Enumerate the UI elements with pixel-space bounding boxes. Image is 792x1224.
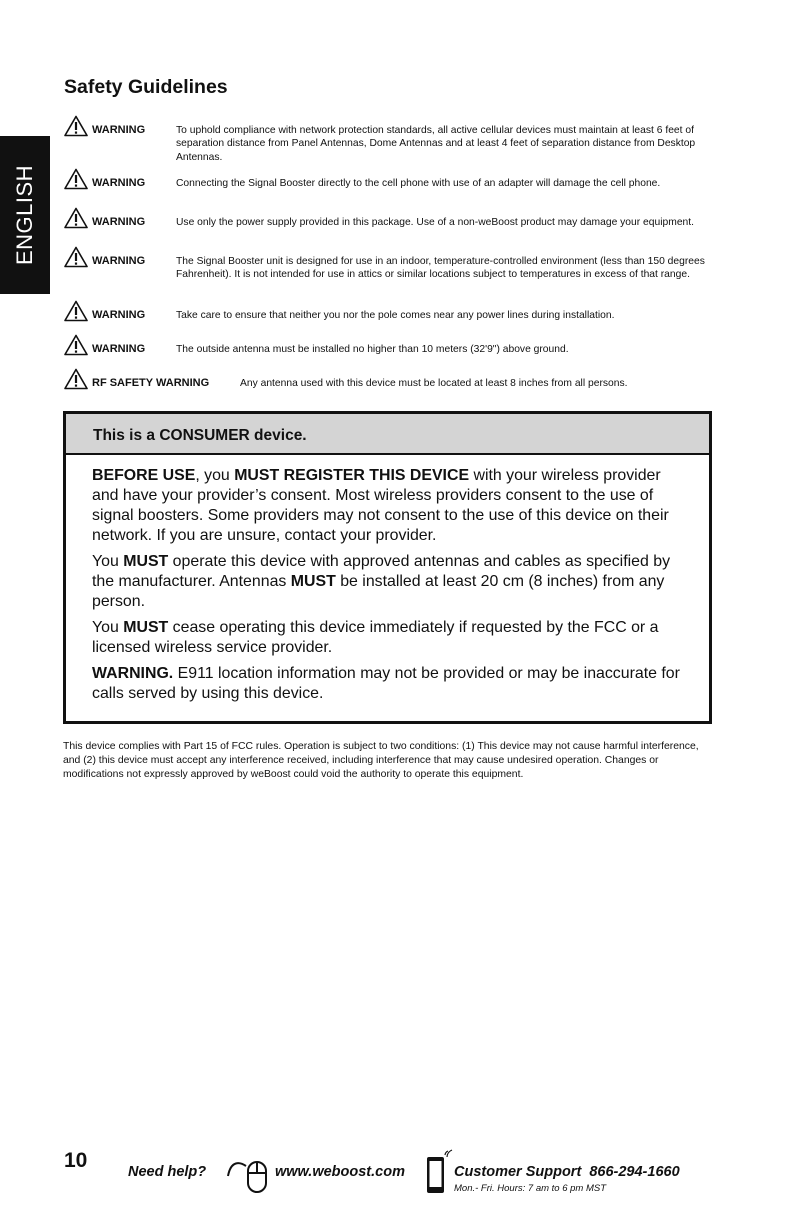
support-label: Customer Support bbox=[454, 1164, 582, 1180]
warning-text: Any antenna used with this device must be located at least 8 inches from all persons. bbox=[240, 378, 628, 389]
warning-triangle-icon bbox=[64, 300, 88, 322]
warning-item bbox=[64, 248, 714, 302]
website-link[interactable]: www.weboost.com bbox=[275, 1164, 405, 1180]
warning-label: WARNING bbox=[92, 124, 146, 136]
warning-label: WARNING bbox=[92, 177, 146, 189]
warning-label: WARNING bbox=[92, 255, 146, 267]
support-hours: Mon.- Fri. Hours: 7 am to 6 pm MST bbox=[454, 1183, 607, 1194]
warning-triangle-icon bbox=[64, 368, 88, 390]
consumer-device-box bbox=[63, 411, 712, 724]
warning-triangle-icon bbox=[64, 115, 88, 137]
rf-warning-item bbox=[64, 370, 714, 400]
warning-text: The Signal Booster unit is designed for use in an indoor, temperature-controlled environment (less than 150 degrees Fahrenheit). It is not intended for use in attics or similar locations subject to temperatures in excess of that range. bbox=[176, 256, 705, 281]
warning-item bbox=[64, 170, 714, 209]
warning-text: Connecting the Signal Booster directly to the cell phone with use of an adapter will damage the cell phone. bbox=[176, 178, 661, 189]
antenna-paragraph: You MUST operate this device with approved antennas and cables as specified by the manufacturer. Antennas MUST be installed at least 20 cm (8 inches) from any person. bbox=[92, 553, 671, 610]
warning-item bbox=[64, 117, 714, 170]
warning-label: WARNING bbox=[92, 216, 146, 228]
cease-paragraph: You MUST cease operating this device immediately if requested by the FCC or a licensed wireless service provider. bbox=[92, 619, 659, 656]
warning-item bbox=[64, 209, 714, 248]
warning-triangle-icon bbox=[64, 246, 88, 268]
fcc-notice: This device complies with Part 15 of FCC rules. Operation is subject to two conditions: (1) This device may not cause harmful interference, and (2) this device must accept any interference received, including interference that may cause undesired operation. Changes or modifications not expressly approved by weBoost could void the authority to operate this equipment. bbox=[63, 741, 699, 780]
warning-label: WARNING bbox=[92, 309, 146, 321]
consumer-box-body bbox=[66, 455, 709, 704]
page-title: Safety Guidelines bbox=[64, 76, 228, 98]
e911-paragraph: WARNING. E911 location information may not be provided or may be inaccurate for calls served by using this device. bbox=[92, 665, 680, 702]
page-number: 10 bbox=[64, 1149, 88, 1172]
mobile-phone-icon bbox=[424, 1149, 454, 1195]
warning-triangle-icon bbox=[64, 207, 88, 229]
warning-text: Use only the power supply provided in this package. Use of a non-weBoost product may damage your equipment. bbox=[176, 217, 694, 228]
warning-item bbox=[64, 336, 714, 370]
support-phone[interactable]: 866-294-1660 bbox=[589, 1164, 680, 1180]
warning-item bbox=[64, 302, 714, 336]
customer-support bbox=[454, 1164, 680, 1180]
warning-label: RF SAFETY WARNING bbox=[92, 377, 210, 389]
warning-triangle-icon bbox=[64, 334, 88, 356]
warning-text: Take care to ensure that neither you nor the pole comes near any power lines during installation. bbox=[176, 310, 615, 321]
warning-list bbox=[64, 117, 714, 400]
warning-text: The outside antenna must be installed no higher than 10 meters (32'9") above ground. bbox=[176, 344, 569, 355]
need-help-label: Need help? bbox=[128, 1164, 207, 1180]
language-tab-label: ENGLISH bbox=[12, 164, 37, 266]
warning-text: To uphold compliance with network protection standards, all active cellular devices must maintain at least 6 feet of separation distance from Panel Antennas, Dome Antennas and at least 4 feet of separation distance from Desktop Antennas. bbox=[176, 125, 696, 163]
mouse-icon bbox=[226, 1152, 270, 1196]
language-tab bbox=[0, 136, 50, 294]
warning-label: WARNING bbox=[92, 343, 146, 355]
warning-triangle-icon bbox=[64, 168, 88, 190]
consumer-box-header: This is a CONSUMER device. bbox=[66, 414, 709, 455]
register-paragraph: BEFORE USE, you MUST REGISTER THIS DEVICE with your wireless provider and have your provider’s consent. Most wireless providers consent to the use of signal boosters. Some providers may not consent to the use of this device on their network. If you are unsure, contact your provider. bbox=[92, 467, 669, 544]
